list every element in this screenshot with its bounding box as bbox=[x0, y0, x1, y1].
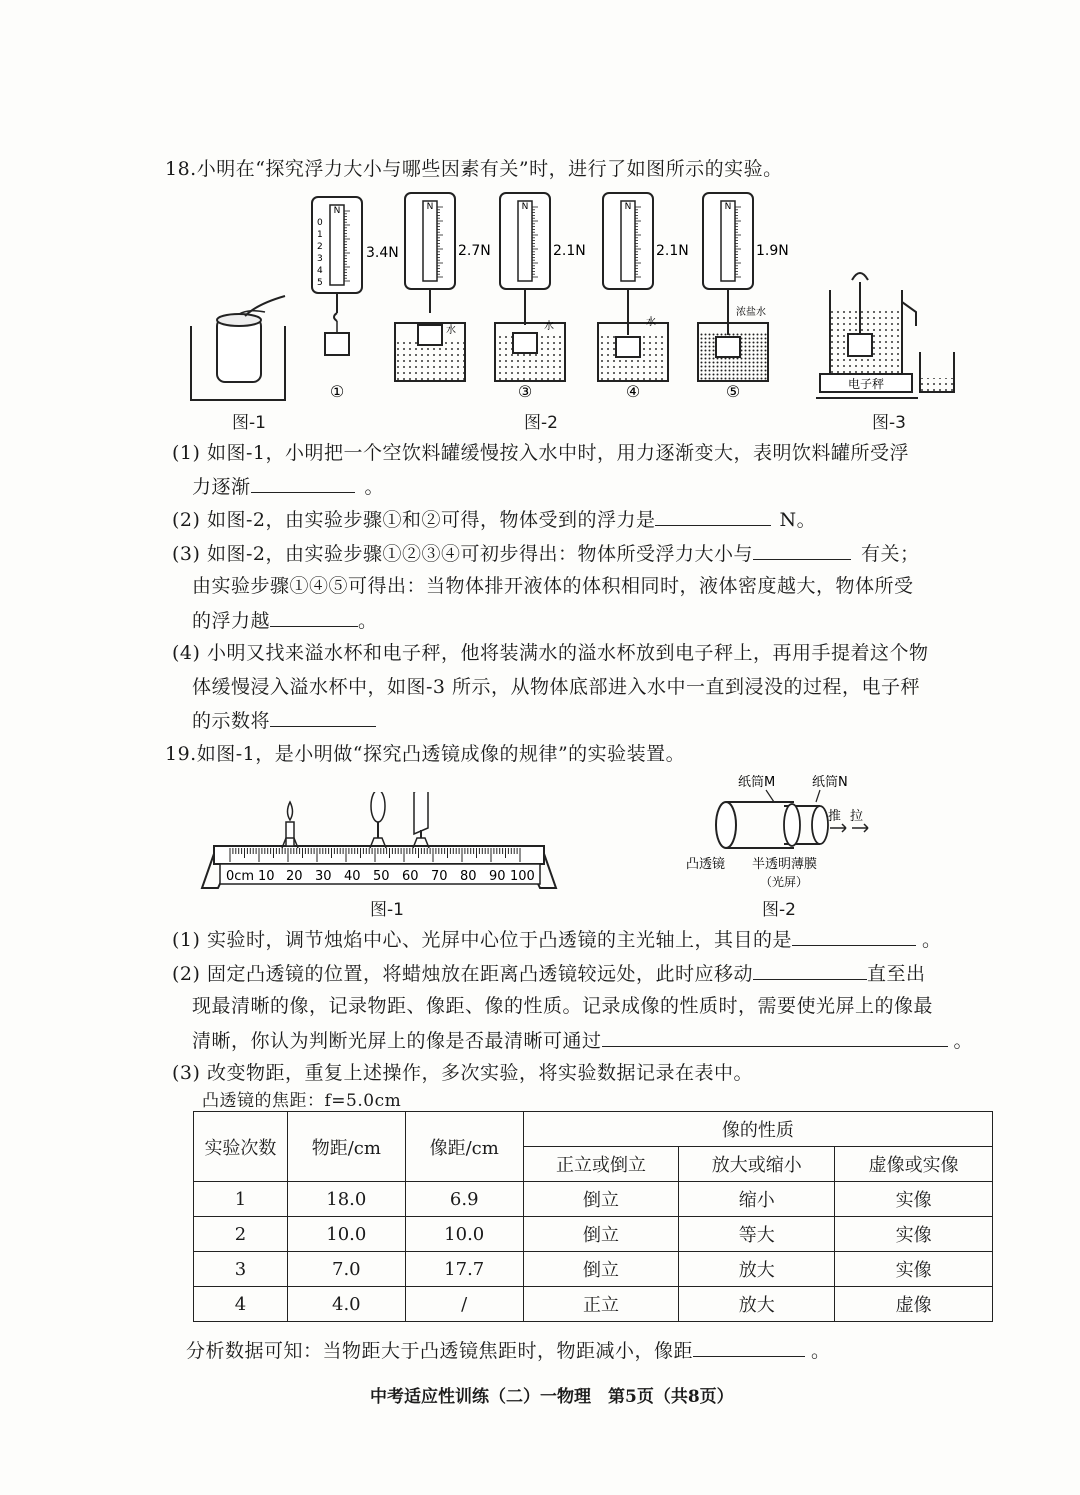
svg-text:90: 90 bbox=[489, 869, 506, 884]
svg-text:0cm: 0cm bbox=[226, 869, 255, 884]
header-object-distance: 物距/cm bbox=[287, 1112, 405, 1182]
focal-length: 凸透镜的焦距：f=5.0cm bbox=[202, 1091, 402, 1111]
svg-text:40: 40 bbox=[344, 869, 361, 884]
svg-text:60: 60 bbox=[402, 869, 419, 884]
header-orientation: 正立或倒立 bbox=[523, 1147, 679, 1182]
q19-title: 19.如图-1，是小明做“探究凸透镜成像的规律”的实验装置。 bbox=[165, 743, 686, 765]
reading-3: 2.1N bbox=[553, 243, 586, 259]
q18-p1-line1: (1) 如图-1，小明把一个空饮料罐缓慢按入水中时，用力逐渐变大，表明饮料罐所受浮 bbox=[172, 442, 909, 464]
q19-fig2-caption: 图-2 bbox=[762, 900, 796, 920]
svg-text:N: N bbox=[521, 202, 529, 212]
reading-4: 2.1N bbox=[656, 243, 689, 259]
q19-fig1-optical-bench bbox=[196, 792, 566, 892]
svg-text:10: 10 bbox=[258, 869, 275, 884]
q19-p2-line1: (2) 固定凸透镜的位置，将蜡烛放在距离凸透镜较远处，此时应移动 直至出 bbox=[172, 963, 926, 985]
push-label: 推 bbox=[828, 809, 842, 824]
tube-m-label: 纸筒M bbox=[738, 775, 776, 790]
svg-text:70: 70 bbox=[431, 869, 448, 884]
pull-label: 拉 bbox=[850, 809, 864, 824]
svg-text:水: 水 bbox=[646, 317, 656, 328]
svg-text:N: N bbox=[724, 202, 732, 212]
q18-fig3-overflow bbox=[812, 262, 962, 404]
q19-p2-line2: 现最清晰的像，记录物距、像距、像的性质。记录成像的性质时，需要使光屏上的像最 bbox=[192, 995, 934, 1017]
header-image-distance: 像距/cm bbox=[405, 1112, 523, 1182]
reading-5: 1.9N bbox=[756, 243, 789, 259]
q18-p4-line1: (4) 小明又找来溢水杯和电子秤，他将装满水的溢水杯放到电子秤上，再用手提着这个物 bbox=[172, 642, 929, 664]
spring-scale-3 bbox=[495, 193, 565, 381]
q19-p3: (3) 改变物距，重复上述操作，多次实验，将实验数据记录在表中。 bbox=[172, 1062, 753, 1084]
svg-text:2: 2 bbox=[317, 242, 323, 252]
svg-text:水: 水 bbox=[544, 321, 554, 332]
q18-p2: (2) 如图-2，由实验步骤①和②可得，物体受到的浮力是 N。 bbox=[172, 509, 817, 531]
q18-fig1-container bbox=[185, 288, 295, 408]
answer-blank[interactable] bbox=[693, 1338, 805, 1357]
answer-blank[interactable] bbox=[792, 927, 916, 946]
svg-text:N: N bbox=[624, 202, 632, 212]
spring-scale-4 bbox=[598, 193, 668, 381]
svg-text:80: 80 bbox=[460, 869, 477, 884]
q18-p1-line2: 力逐渐 。 bbox=[192, 476, 385, 498]
svg-text:浓盐水: 浓盐水 bbox=[736, 307, 766, 318]
step-3: ③ bbox=[517, 382, 533, 401]
q18-p3-line2: 由实验步骤①④⑤可得出：当物体排开液体的体积相同时，液体密度越大，物体所受 bbox=[192, 575, 914, 597]
step-1: ① bbox=[329, 382, 345, 401]
balance-label: 电子秤 bbox=[847, 377, 885, 391]
q19-analysis: 分析数据可知：当物距大于凸透镜焦距时，物距减小，像距 。 bbox=[186, 1340, 831, 1362]
table-row: 2 10.0 10.0 倒立 等大 实像 bbox=[194, 1217, 993, 1252]
q18-title: 18.小明在“探究浮力大小与哪些因素有关”时，进行了如图所示的实验。 bbox=[165, 158, 783, 180]
answer-blank[interactable] bbox=[251, 474, 355, 493]
table-row: 4 4.0 / 正立 放大 虚像 bbox=[194, 1287, 993, 1322]
spring-scale-2 bbox=[395, 193, 465, 381]
q19-fig1-caption: 图-1 bbox=[370, 900, 404, 920]
svg-text:4: 4 bbox=[317, 266, 323, 276]
answer-blank[interactable] bbox=[753, 541, 851, 560]
svg-text:20: 20 bbox=[286, 869, 303, 884]
answer-blank[interactable] bbox=[602, 1028, 948, 1047]
answer-blank[interactable] bbox=[753, 961, 867, 980]
svg-text:0: 0 bbox=[317, 218, 323, 228]
header-trial: 实验次数 bbox=[194, 1112, 288, 1182]
lens-label: 凸透镜 bbox=[686, 857, 726, 872]
film-label: 半透明薄膜 bbox=[752, 857, 818, 872]
svg-text:3: 3 bbox=[317, 254, 323, 264]
svg-text:N: N bbox=[426, 202, 434, 212]
scale-letter: N bbox=[333, 206, 341, 216]
answer-blank[interactable] bbox=[270, 608, 358, 627]
answer-blank[interactable] bbox=[270, 708, 376, 727]
step-5: ⑤ bbox=[725, 382, 741, 401]
svg-text:50: 50 bbox=[373, 869, 390, 884]
q18-p4-line3: 的示数将 bbox=[192, 708, 376, 733]
q18-fig2-scales bbox=[300, 185, 800, 405]
q19-fig2-paper-tube bbox=[680, 770, 880, 896]
q19-p2-line3: 清晰，你认为判断光屏上的像是否最清晰可通过 。 bbox=[192, 1030, 974, 1052]
header-image-properties: 像的性质 bbox=[523, 1112, 992, 1147]
q18-p3-line3: 的浮力越 。 bbox=[192, 610, 378, 632]
q18-fig1-caption: 图-1 bbox=[232, 413, 266, 433]
q19-p1: (1) 实验时，调节烛焰中心、光屏中心位于凸透镜的主光轴上，其目的是 。 bbox=[172, 929, 942, 951]
spring-scale-5 bbox=[698, 193, 768, 381]
svg-text:1: 1 bbox=[317, 230, 323, 240]
step-4: ④ bbox=[625, 382, 641, 401]
svg-text:100: 100 bbox=[510, 869, 535, 884]
page-footer: 中考适应性训练（二）一物理 第5页（共8页） bbox=[370, 1387, 734, 1407]
svg-text:水: 水 bbox=[446, 325, 456, 336]
q18-p3-line1: (3) 如图-2，由实验步骤①②③④可初步得出：物体所受浮力大小与 有关； bbox=[172, 543, 920, 565]
header-size: 放大或缩小 bbox=[679, 1147, 835, 1182]
svg-text:5: 5 bbox=[317, 278, 323, 288]
svg-text:30: 30 bbox=[315, 869, 332, 884]
q18-fig3-caption: 图-3 bbox=[872, 413, 906, 433]
answer-blank[interactable] bbox=[655, 507, 771, 526]
reading-1: 3.4N bbox=[366, 245, 399, 261]
data-table bbox=[193, 1111, 993, 1322]
tube-n-label: 纸筒N bbox=[812, 775, 848, 790]
table-row: 3 7.0 17.7 倒立 放大 实像 bbox=[194, 1252, 993, 1287]
reading-2: 2.7N bbox=[458, 243, 491, 259]
header-type: 虚像或实像 bbox=[835, 1147, 993, 1182]
q18-fig2-caption: 图-2 bbox=[524, 413, 558, 433]
table-row: 1 18.0 6.9 倒立 缩小 实像 bbox=[194, 1182, 993, 1217]
screen-label: （光屏） bbox=[760, 875, 809, 889]
q18-p4-line2: 体缓慢浸入溢水杯中，如图-3 所示，从物体底部进入水中一直到浸没的过程，电子秤 bbox=[192, 676, 921, 698]
